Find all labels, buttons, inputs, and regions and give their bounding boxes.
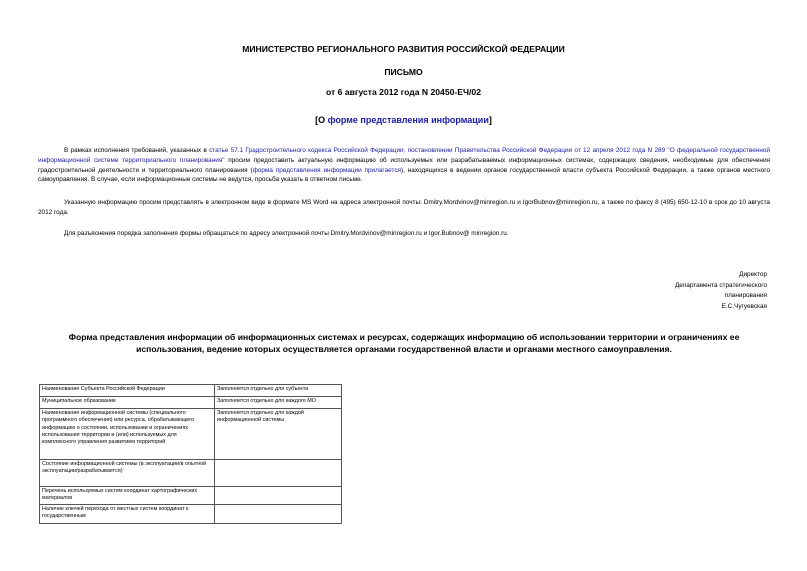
signature-department-2: планирования: [724, 292, 767, 300]
table-cell-label: Наименование Субъекта Российской Федерации: [40, 385, 215, 397]
form-attachment-link[interactable]: форма представления информации прилагается: [252, 166, 402, 174]
document-type: ПИСЬМО: [384, 67, 423, 77]
document-date-number: от 6 августа 2012 года N 20450-ЕЧ/02: [326, 87, 481, 97]
table-cell-value: [215, 460, 342, 487]
table-row: [40, 487, 342, 505]
table-cell-value: Заполняется отдельно для субъекта: [215, 385, 342, 397]
p1-text-3: ), находящихся в ведении органов государственной власти субъекта Российской Федерации, а также органов местного самоуправления. В случае, если информационные системы не ведутся, просьба указать в ответном письме.: [38, 166, 771, 184]
table-cell-label: Наименование информационной системы (специального программного обеспечения) или ресурса, обрабатывающего информацию о состоянии, использовании и ограничениях использования территории и (или) используемых для комплексного управления развитием территорий: [40, 409, 215, 460]
table-cell-value: [215, 505, 342, 524]
p1-text-2: просим предоставить актуальную информацию об используемых или разрабатываемых информационных системах, содержащих сведения, необходимые для обеспечения градостроительной деятельности и территориального планирования (: [38, 156, 770, 174]
ministry-heading: МИНИСТЕРСТВО РЕГИОНАЛЬНОГО РАЗВИТИЯ РОССИЙСКОЙ ФЕДЕРАЦИИ: [242, 44, 565, 54]
table-cell-value: [215, 487, 342, 505]
table-row: [40, 385, 342, 397]
table-cell-label: Муниципальное образование: [40, 397, 215, 409]
table-cell-value: Заполняется отдельно для каждой информационной системы: [215, 409, 342, 460]
signature-department-1: Департамента стратегического: [674, 281, 767, 289]
information-form-table: [39, 384, 342, 524]
subject-prefix: [О: [315, 115, 328, 125]
paragraph-submission: Указанную информацию просим представлять в электронном виде в формате MS Word на адреса электронной почты: Dmitry.Mordvinov@minregion.ru и IgorBubnov@minregion.ru, а также по факсу 8 (495) 650-12-10 в срок до 10 августа 2012 года.: [38, 199, 770, 216]
table-cell-label: Состояние информационной системы (в эксплуатации/в опытной эксплуатации/разрабатывается): [40, 460, 215, 487]
p1-text-1: В рамках исполнения требований, указанных в: [64, 147, 210, 154]
table-row: [40, 460, 342, 487]
document-subject: [0, 115, 807, 125]
subject-link[interactable]: форме представления информации: [327, 115, 489, 125]
table-cell-label: Перечень используемых систем координат картографических материалов: [40, 487, 215, 505]
form-title: Форма представления информации об информационных системах и ресурсах, содержащих информацию об использовании территории и ограничениях ее использования, ведение которых осуществляется органами государственной власти и органами местного самоуправления.: [68, 332, 740, 354]
table-row: [40, 397, 342, 409]
subject-suffix: ]: [488, 115, 492, 125]
signature-position: Директор: [739, 271, 767, 278]
table-cell-label: Наличие ключей перехода от местных систем координат к государственным: [40, 505, 215, 524]
signature-name: Е.С.Чугуевская: [721, 302, 767, 310]
law-reference-link[interactable]: статье 57.1 Градостроительного кодекса Российской Федерации, постановлении Правительства Российской Федерации от 12 апреля 2012 года N 289 "О федеральной государственной информационной системе территориального планирования": [38, 147, 770, 164]
paragraph-request: [38, 146, 770, 185]
table-row: [40, 505, 342, 524]
signature-block: [607, 270, 767, 312]
table-cell-value: Заполняется отдельно для каждого МО: [215, 397, 342, 409]
table-row: [40, 409, 342, 460]
paragraph-contact: Для разъяснения порядка заполнения формы обращаться по адресу электронной почты Dmitry.Mordvinov@minregion.ru и Igor.Bubnov@ minregion.ru.: [64, 230, 509, 237]
